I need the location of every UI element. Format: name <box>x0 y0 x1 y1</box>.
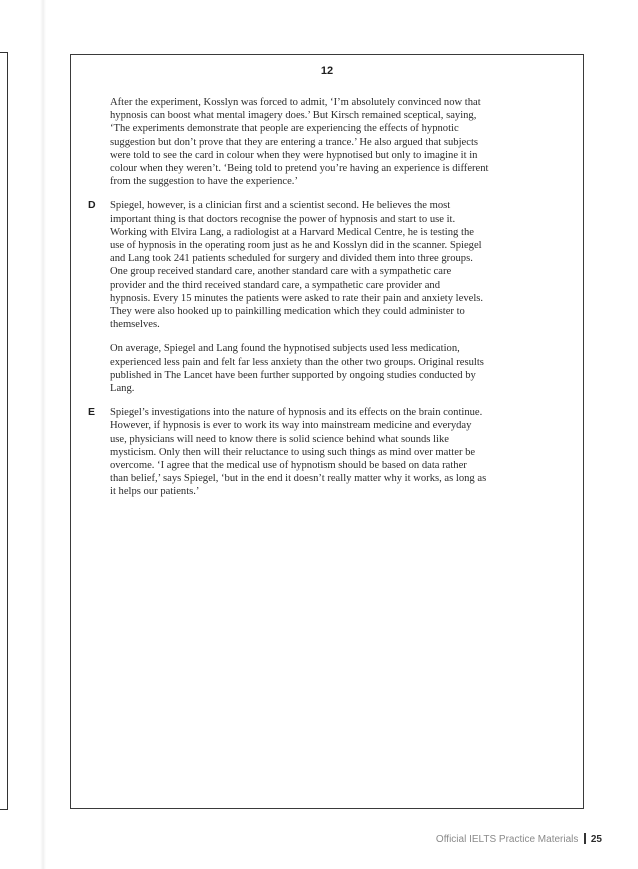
text-line: hypnosis can boost what mental imagery does.’ But Kirsch remained sceptical, saying, <box>110 110 477 122</box>
paragraph-letter: E <box>88 406 96 419</box>
footer-divider <box>584 833 586 844</box>
paragraph-d <box>88 199 558 331</box>
text-line: themselves. <box>110 319 160 331</box>
text-line: They were also hooked up to painkilling medication which they could administer to <box>110 306 465 318</box>
footer-page-number: 25 <box>590 834 602 845</box>
text-line: Spiegel, however, is a clinician first and a scientist second. He believes the most <box>110 200 451 212</box>
text-line: it helps our patients.’ <box>110 486 200 498</box>
text-line: Lang. <box>110 383 135 395</box>
text-line: experienced less pain and felt far less anxiety than the other two groups. Original results <box>110 356 484 368</box>
reading-passage <box>88 96 558 510</box>
text-line: were told to see the card in colour when they were hypnotised but only to imagine it in <box>110 149 478 161</box>
page-footer <box>436 833 602 845</box>
text-line: However, if hypnosis is ever to work its way into mainstream medicine and everyday <box>110 420 472 432</box>
text-line: mysticism. Only then will their reluctance to using such things as mind over matter be <box>110 446 476 458</box>
text-line: Spiegel’s investigations into the nature of hypnosis and its effects on the brain continue. <box>110 407 483 419</box>
text-line: colour when they weren’t. ‘Being told to pretend you’re having an experience is different <box>110 163 489 175</box>
text-line: Working with Elvira Lang, a radiologist at a Harvard Medical Centre, he is testing the <box>110 226 474 238</box>
text-line: use, physicians will need to know there is solid science behind what sounds like <box>110 433 449 445</box>
page-number: 12 <box>320 65 334 77</box>
paragraph-e <box>88 406 558 498</box>
text-line: published in The Lancet have been further supported by ongoing studies conducted by <box>110 369 476 381</box>
text-line: ‘The experiments demonstrate that people are experiencing the effects of hypnotic <box>110 123 459 135</box>
text-line: One group received standard care, another standard care with a sympathetic care <box>110 266 452 278</box>
paragraph-d-continued <box>110 342 558 395</box>
paragraph-letter: D <box>88 199 96 212</box>
footer-title: Official IELTS Practice Materials <box>435 834 579 845</box>
spine-shadow <box>40 0 46 869</box>
text-line: On average, Spiegel and Lang found the hypnotised subjects used less medication, <box>110 343 460 355</box>
text-line: After the experiment, Kosslyn was forced to admit, ‘I’m absolutely convinced now that <box>110 97 481 108</box>
text-line: provider and the third received standard care, a sympathetic care provider and <box>110 279 441 291</box>
text-line: and Lang took 241 patients scheduled for surgery and divided them into three groups. <box>110 253 473 265</box>
text-line: from the suggestion to have the experience.’ <box>110 176 298 188</box>
text-line: use of hypnosis in the operating room just as he and Kosslyn did in the scanner. Spiegel <box>110 240 482 252</box>
text-line: important thing is that doctors recognise the power of hypnosis and start to use it. <box>110 213 456 225</box>
text-line: overcome. ‘I agree that the medical use of hypnotism should be based on data rather <box>110 460 467 472</box>
text-line: hypnosis. Every 15 minutes the patients were asked to rate their pain and anxiety levels. <box>110 292 484 304</box>
text-line: suggestion but don’t prove that they are entering a trance.’ He also argued that subjects <box>110 136 479 148</box>
text-line: than belief,’ says Spiegel, ‘but in the end it doesn’t really matter why it works, as long as <box>110 473 487 485</box>
paragraph-c-continued <box>110 96 558 188</box>
binding-edge-mark <box>0 52 8 810</box>
